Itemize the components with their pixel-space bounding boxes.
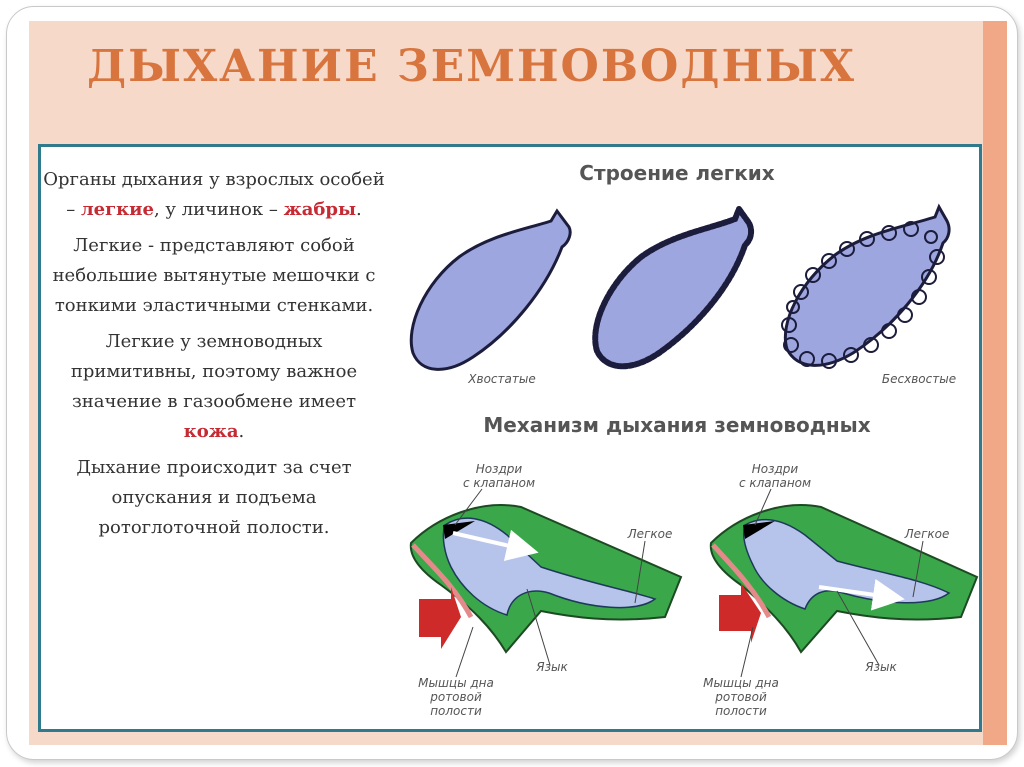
label-nostrils-right-2: с клапаном [738,476,812,490]
p3-text: Легкие у земноводных примитивны, поэтому важное значение в газообмене имеет [70,331,358,412]
slide-title: ДЫХАНИЕ ЗЕМНОВОДНЫХ [87,41,857,92]
word-skin: кожа [183,421,239,442]
label-tongue-right: Язык [865,660,897,674]
paragraph-mechanism: Дыхание происходит за счет опускания и подъема ротоглоточной полости. [76,457,352,538]
label-muscles-left-1: Мышцы дна [418,676,494,690]
lung-alveolar-icon [782,207,949,368]
slide-frame [6,6,1018,760]
label-tongue-left: Язык [536,660,568,674]
slide-accent-stripe [983,21,1007,745]
figures-svg [41,147,979,729]
p1-text-1: Органы дыхания у взрослых особей – [43,169,385,220]
content-panel [38,144,982,732]
word-lungs: легкие [80,199,154,220]
label-nostrils-left-2: с клапаном [462,476,536,490]
mechanism-diagram-left [411,489,681,677]
label-muscles-right-2: ротовой [715,690,767,704]
p1-text-2: , у личинок – [153,199,284,220]
label-lung-left: Легкое [627,527,673,541]
lung-smooth-icon [411,211,570,369]
label-muscles-left-2: ротовой [430,690,482,704]
p3-end: . [238,421,245,442]
label-nostrils-right-1: Ноздри [751,462,799,476]
word-gills: жабры [283,199,357,220]
mechanism-diagram-right [711,489,977,677]
p1-end: . [356,199,362,220]
label-muscles-right-3: полости [715,704,767,718]
mechanism-figure-title: Механизм дыхания земноводных [483,413,871,437]
lungs-figure-title: Строение легких [579,161,775,185]
caption-tailed: Хвостатые [468,372,536,386]
lung-wavy-icon [595,209,751,366]
label-muscles-right-1: Мышцы дна [703,676,779,690]
paragraph-lungs-description: Легкие - представляют собой небольшие вытянутые мешочки с тонкими эластичными стенками. [52,235,376,316]
label-lung-right: Легкое [904,527,950,541]
label-nostrils-left-1: Ноздри [475,462,523,476]
label-muscles-left-3: полости [430,704,482,718]
caption-tailless: Бесхвостые [881,372,957,386]
